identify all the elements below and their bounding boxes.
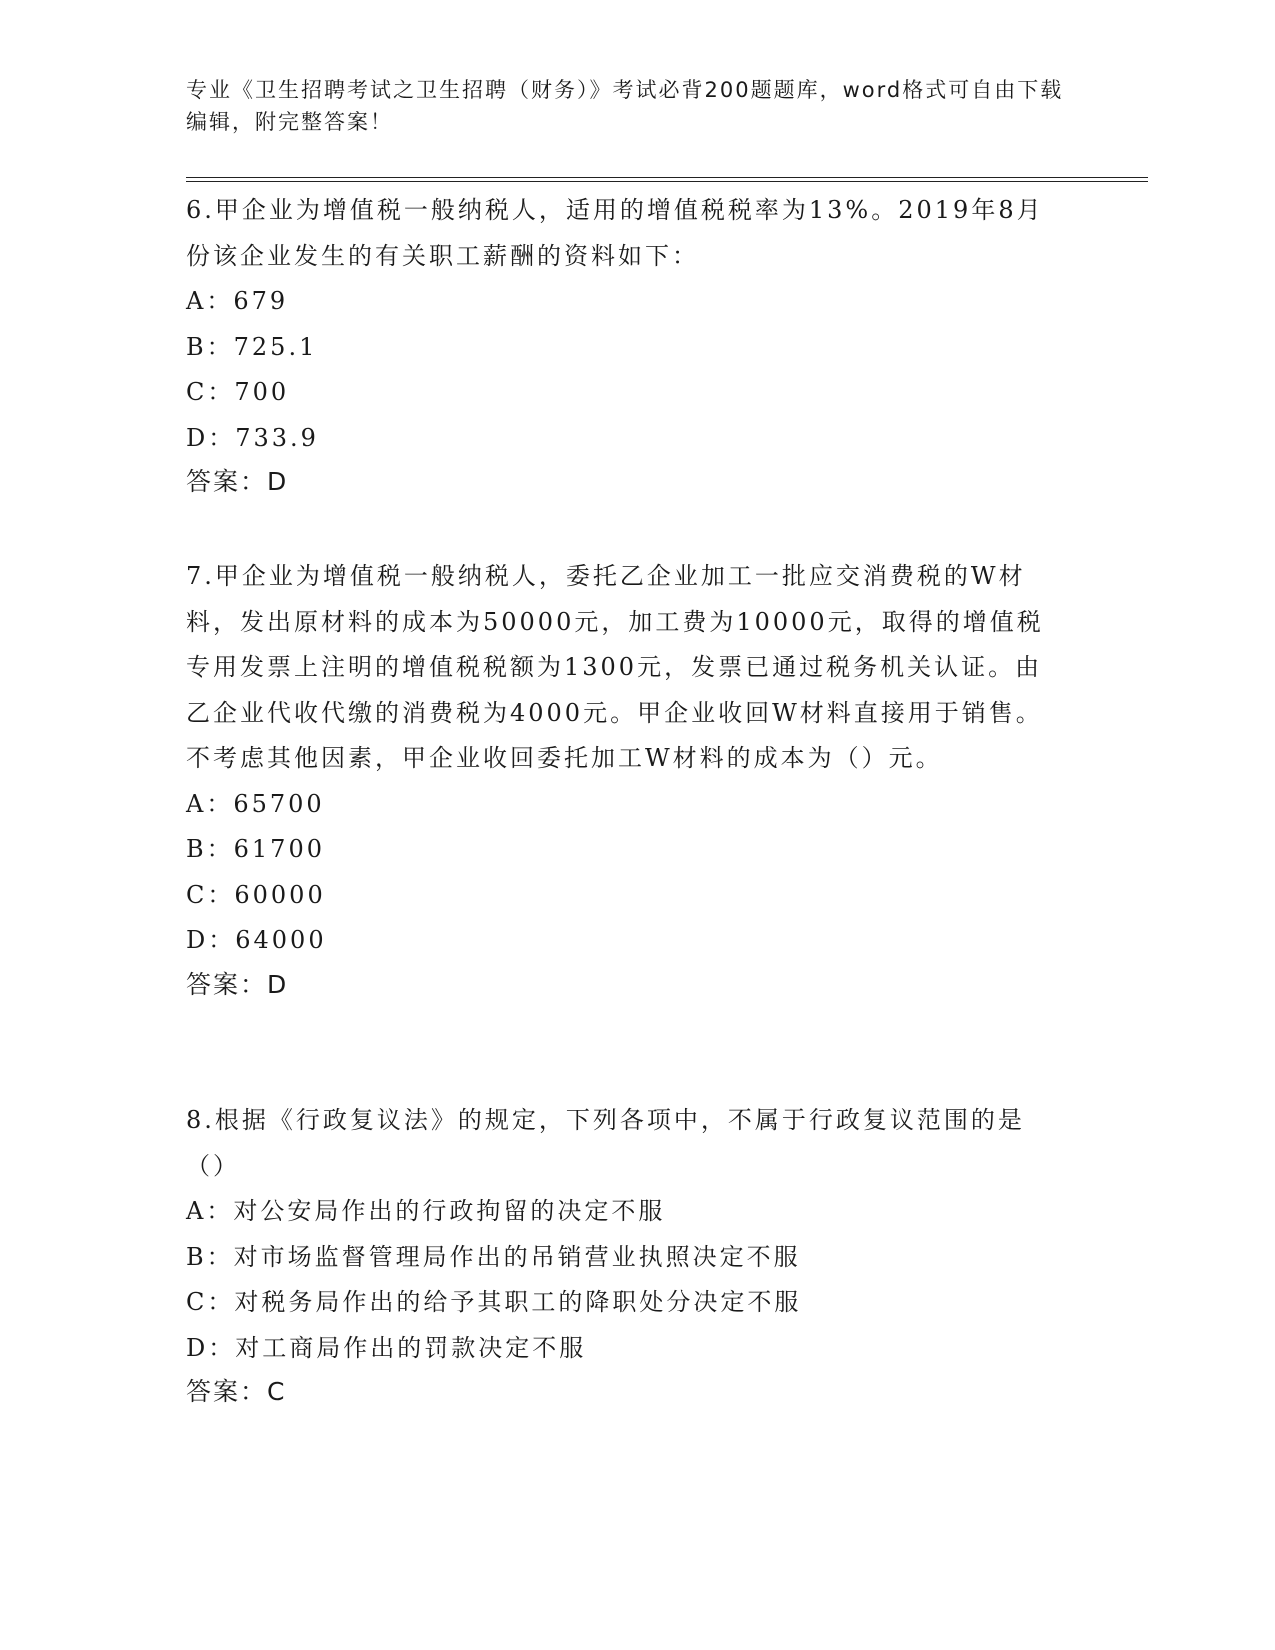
option-b: B：61700 [186,835,325,863]
answer: 答案：D [186,467,289,496]
question-6 [186,188,1066,503]
option-b: B：725.1 [186,332,318,361]
question-stem: 8.根据《行政复议法》的规定，下列各项中，不属于行政复议范围的是（） [186,1106,1025,1180]
option-d: D：733.9 [186,423,319,452]
header-divider-bottom [186,181,1148,182]
option-d: D：对工商局作出的罚款决定不服 [186,1333,587,1362]
option-b: B：对市场监督管理局作出的吊销营业执照决定不服 [186,1242,801,1271]
option-d: D：64000 [186,926,327,954]
option-c: C：60000 [186,880,326,909]
option-a: A：对公安局作出的行政拘留的决定不服 [186,1197,666,1225]
answer: 答案：C [186,1377,287,1406]
header-divider-top [186,177,1148,178]
question-stem: 6.甲企业为增值税一般纳税人，适用的增值税税率为13%。2019年8月份该企业发生的有关职工薪酬的资料如下： [186,196,1044,270]
option-a: A：65700 [186,789,325,818]
option-c: C：700 [186,378,290,406]
answer: 答案：D [186,969,289,999]
option-c: C：对税务局作出的给予其职工的降职处分决定不服 [186,1288,802,1316]
document-header: 专业《卫生招聘考试之卫生招聘（财务）》考试必背200题题库，word格式可自由下载编辑，附完整答案！ [186,78,1064,134]
question-8 [186,1098,1066,1413]
question-7 [186,554,1066,1006]
option-a: A：679 [186,287,289,315]
question-stem: 7.甲企业为增值税一般纳税人，委托乙企业加工一批应交消费税的W材料，发出原材料的成本为50000元，加工费为10000元，取得的增值税专用发票上注明的增值税税额为1300元，发票已通过税务机关认证。由乙企业代收代缴的消费税为4000元。甲企业收回W材料直接用于销售。不考虑其他因素，甲企业收回委托加工W材料的成本为（）元。 [186,562,1044,772]
